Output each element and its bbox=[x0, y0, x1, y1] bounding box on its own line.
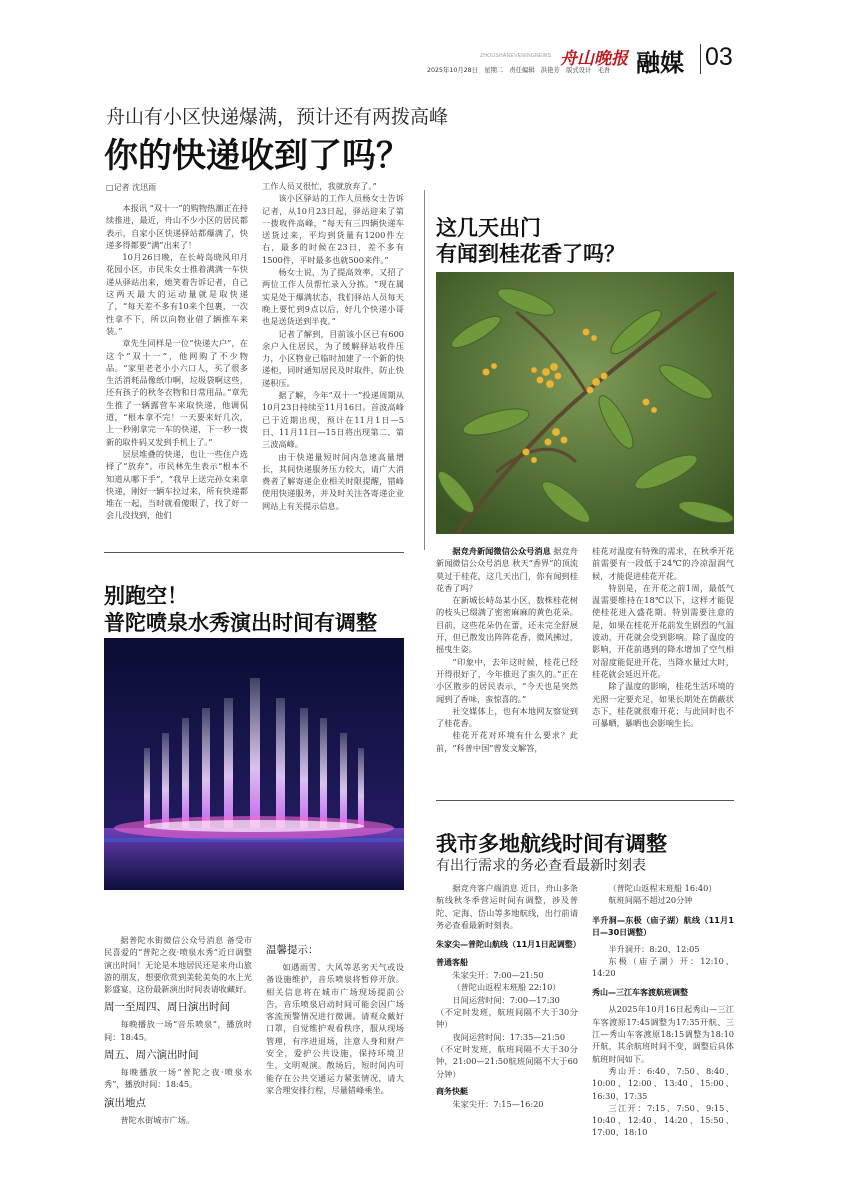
schedule-line: 日间运营时间：7:00—17:30 bbox=[452, 994, 560, 1005]
lead-paragraph: 杨女士说，为了提高效率，又招了两位工作人员帮忙录入分拣。“现在属实是处于爆满状态，我们驿站人员每天晚上要忙到9点以后，好几个快递小哥也是送货送到半夜。” bbox=[262, 267, 404, 327]
lead-paragraph: 该小区驿站的工作人员杨女士告诉记者，从10月23日起，驿站迎来了第一拨收件高峰，“每天有三四辆快递车送货过来，平均到货量有1200件左右，最多的时候在23日，差不多有1500件，平时最多也就500来件。” bbox=[262, 193, 404, 265]
schedule-line: 东极（庙子湖）开：12:10、14:20 bbox=[592, 955, 734, 979]
fountain-column-1 bbox=[104, 934, 252, 1126]
section-divider bbox=[436, 800, 734, 801]
masthead-pinyin: ZHOUSHANEVENINGNEWS bbox=[480, 53, 552, 59]
osmanthus-paragraph: “印象中，去年这时候，桂花已经开得很好了，今年推迟了蛮久的。”正在小区散步的居民表示，“今天也是突然闻到了香味，蛮惊喜的。” bbox=[436, 656, 578, 704]
route3-text: 从2025年10月16日起秀山—三江车客渡原17:45调整为17:35开航、三江—秀山车客渡原18:15调整为18:10开航，其余航班时间不变，调整后具体航班时间如下。 bbox=[592, 1004, 734, 1064]
schedule-line: 朱家尖开：7:15—16:20 bbox=[452, 1098, 544, 1109]
weekend-heading: 周五、周六演出时间 bbox=[104, 1049, 199, 1062]
lead-paragraph: 本报讯 “双十一”的购物热潮正在持续推进，最近，舟山不少小区的居民都表示，自家小区快递驿站都爆满了，快递多得都要“满”出来了！ bbox=[106, 203, 248, 250]
osmanthus-column-1 bbox=[436, 545, 578, 754]
schedule-line: 航班间隔不超过20分钟 bbox=[608, 895, 693, 906]
masthead-divider bbox=[700, 44, 701, 74]
osmanthus-paragraph: 在新城长峙岛某小区，数株桂花树的枝头已缀满了密密麻麻的黄色花朵。目前，这些花朵仍在蕾，还未完全舒展开，但已散发出阵阵花香，微风拂过，摇曳生姿。 bbox=[436, 595, 578, 655]
express-heading: 商务快艇 bbox=[436, 1086, 468, 1096]
osmanthus-illustration bbox=[436, 272, 734, 534]
osmanthus-paragraph bbox=[436, 545, 578, 594]
schedule-line: 三江开：7:15、7:50、9:15、10:40、12:40、14:20、15:50、17:00、18:10 bbox=[592, 1102, 734, 1138]
flights-subhead: 有出行需求的务必查看最新时刻表 bbox=[436, 858, 646, 874]
fountain-column-2 bbox=[266, 938, 404, 1096]
flights-intro: 据竞舟客户端消息 近日，舟山多条航线秋冬季营运时间有调整，涉及普陀、定海、岱山等多地航线，出行前请务必查看最新时刻表。 bbox=[436, 883, 578, 930]
fountain-illustration bbox=[104, 638, 404, 890]
fountain-headline-2: 普陀喷泉水秀演出时间有调整 bbox=[104, 611, 377, 635]
osmanthus-headline-1: 这几天出门 bbox=[436, 216, 541, 240]
route1-heading: 朱家尖—普陀山航线（11月1日起调整） bbox=[436, 940, 581, 950]
osmanthus-column-2 bbox=[592, 545, 734, 729]
osmanthus-paragraph: 特别是，在开花之前1周，最低气温需要维持在18℃以下，这样才能促使桂花进入盛花期。特别需要注意的是，如果在桂花开花前发生剧烈的气温波动，开花就会受到影响。除了温度的影响，开花前遇到的降水增加了空气相对湿度能促进开花，当降水量过大时，桂花就会延迟开花。 bbox=[592, 582, 734, 679]
lead-paragraph: 10月26日晚，在长峙岛晓风印月花园小区，市民朱女士推着满满一车快递从驿站出来，她笑着告诉记者，自己这两天最大的运动量就是取快递了，“每天差不多有10来个包裹，一次性拿不下，所以向物业借了辆推车来装。” bbox=[106, 252, 248, 336]
source-label: 据竞舟新闻微信公众号消息 bbox=[452, 546, 551, 556]
lead-paragraph: 记者了解到，目前该小区已有600余户入住居民，为了缓解驿站收件压力，小区物业已临时加建了一个新的快递柜，同时通知居民及时取件，防止快递积压。 bbox=[262, 328, 404, 388]
osmanthus-paragraph: 桂花对温度有特殊的需求，在秋季开花前需要有一段低于24℃的冷凉湿润气候，才能促进桂花开花。 bbox=[592, 546, 734, 581]
lead-paragraph: 据了解，今年“双十一”投递周期从10月23日持续至11月16日。首波高峰已于近期出现，预计在11月1日—5日、11月11日—15日将出现第二、第三波高峰。 bbox=[262, 390, 404, 450]
schedule-line: （普陀山返程末班船 22:10） bbox=[452, 982, 561, 993]
lead-paragraph: 工作人员又很忙，我就放弃了。” bbox=[262, 181, 377, 191]
venue-text: 普陀水街城市广场。 bbox=[120, 1114, 195, 1125]
tip-heading: 温馨提示： bbox=[266, 944, 319, 956]
venue-heading: 演出地点 bbox=[104, 1096, 146, 1109]
fountain-photo bbox=[104, 638, 404, 890]
osmanthus-paragraph: 社交媒体上，也有本地网友察觉到了桂花香。 bbox=[436, 705, 578, 729]
flights-headline: 我市多地航线时间有调整 bbox=[436, 832, 667, 856]
lead-paragraph: 由于快递量短时间内急速高量增长，其间快递服务压力较大，请广大消费者了解寄递企业相关时限提醒，错峰使用快递服务，并及时关注各寄递企业网站上有关提示信息。 bbox=[262, 451, 404, 511]
section-divider bbox=[104, 552, 404, 553]
column-divider bbox=[424, 190, 425, 550]
osmanthus-paragraph: 除了温度的影响，桂花生活环境的光照一定要充足，如果长期处在荫蔽状态下，桂花就很难开花；与此同时也不可暴晒，暴晒也会影响生长。 bbox=[592, 681, 734, 729]
schedule-line: （不定时发班，航班间隔不大于30分钟，21:00—21:50航班间隔不大于60分钟） bbox=[436, 1043, 578, 1079]
section-name: 融媒 bbox=[636, 49, 684, 77]
osmanthus-headline-2: 有闻到桂花香了吗？ bbox=[436, 242, 625, 266]
lead-column-2 bbox=[262, 180, 404, 512]
lead-column-1 bbox=[106, 202, 248, 522]
schedule-line: 朱家尖开：7:00—21:50 bbox=[452, 970, 544, 981]
lead-headline: 你的快递收到了吗？ bbox=[104, 136, 410, 176]
route2-heading: 半升洞—东极（庙子湖）航线（11月1日—30日调整） bbox=[592, 915, 734, 937]
schedule-line: 秀山开：6:40、7:50、8:40、10:00、12:00、13:40、15:00、16:30、17:35 bbox=[592, 1065, 734, 1101]
page-number: 03 bbox=[705, 43, 733, 71]
masthead bbox=[400, 40, 820, 80]
fountain-headline-1: 别跑空！ bbox=[104, 584, 188, 608]
lead-byline: □记者 沈迅雨 bbox=[106, 183, 157, 192]
weekend-text: 每晚播放一场“普陀之夜·喷泉水秀”，播放时间：18:45。 bbox=[104, 1067, 252, 1090]
osmanthus-paragraph: 桂花开花对环境有什么要求？此前，“科普中国”曾发文解答， bbox=[436, 730, 578, 753]
flights-column-1 bbox=[436, 882, 581, 1110]
brand-logo: 舟山晚报 bbox=[560, 49, 628, 69]
lead-paragraph: 层层堆叠的快递，也让一些住户选择了“放弃”。市民林先生表示“根本不知道从哪下手”，“我早上送完孙女来拿快递，刚好一辆车拉过来，所有快递都堆在一起，当时就看傻眼了，找了好一会儿没找到，他们 bbox=[106, 448, 248, 521]
normal-boat-heading: 普通客船 bbox=[436, 958, 468, 968]
lead-paragraph: 章先生同样是一位“快递大户”，在这个“双十一”，他网购了不少物品。“家里老老小小六口人，买了很多生活消耗品像纸巾啊，垃圾袋啊这些，还有孩子的秋冬衣物和日常用品。”章先生推了一辆露营车来取快递，他调侃道，“根本拿不完！一天要来好几次，上一秒刚拿完一车的快递，下一秒一拨新的取件码又发到手机上了。” bbox=[106, 338, 248, 447]
dateline: 2025年10月28日 星期二 责任编辑 洪艳芳 版式设计 毛吾 bbox=[427, 67, 611, 74]
schedule-line: 夜间运营时间：17:35—21:50 bbox=[452, 1031, 566, 1042]
fountain-intro: 据普陀水街微信公众号消息 备受市民喜爱的“普陀之夜·喷泉水秀”近日调整演出时间！无论是本地居民还是来舟山旅游的朋友，想要欣赏到美轮美奂的水上光影盛宴，这份最新演出时间表请收藏好。 bbox=[104, 935, 252, 995]
schedule-line: 半升洞开：8:20、12:05 bbox=[608, 943, 700, 954]
flights-column-2 bbox=[592, 882, 734, 1139]
osmanthus-text: 据竞舟新闻微信公众号消息 秋天“香界”的顶流莫过于桂花，这几天出门，你有闻到桂花香了吗？ bbox=[436, 546, 578, 593]
osmanthus-photo bbox=[436, 272, 734, 534]
schedule-line: （普陀山返程末班船 16:40） bbox=[608, 883, 717, 893]
weekday-text: 每晚播放一场“音乐喷泉”，播放时间：18:45。 bbox=[104, 1019, 252, 1042]
weekday-heading: 周一至周四、周日演出时间 bbox=[104, 1001, 230, 1014]
schedule-line: （不定时发班，航班间隔不大于30分钟） bbox=[436, 1007, 578, 1030]
lead-kicker: 舟山有小区快递爆满，预计还有两拨高峰 bbox=[106, 106, 449, 128]
route3-heading: 秀山—三江车客渡航班调整 bbox=[592, 988, 688, 998]
tip-text: 如遇雨雪、大风等恶劣天气或设备设施维护，音乐喷泉将暂停开放。相关信息将在城市广场现场提前公告，音乐喷泉启动时间可能会因广场客流预警情况进行微调。请观众戴好口罩，自觉维护观看秩序，服从现场管理，有序进退场，注意人身和财产安全，爱护公共设施，保持环境卫生，文明观演。散场后，短时间内可能存在公共交通运力紧张情况，请大家合理安排行程，尽量错峰乘坐。 bbox=[266, 962, 404, 1095]
